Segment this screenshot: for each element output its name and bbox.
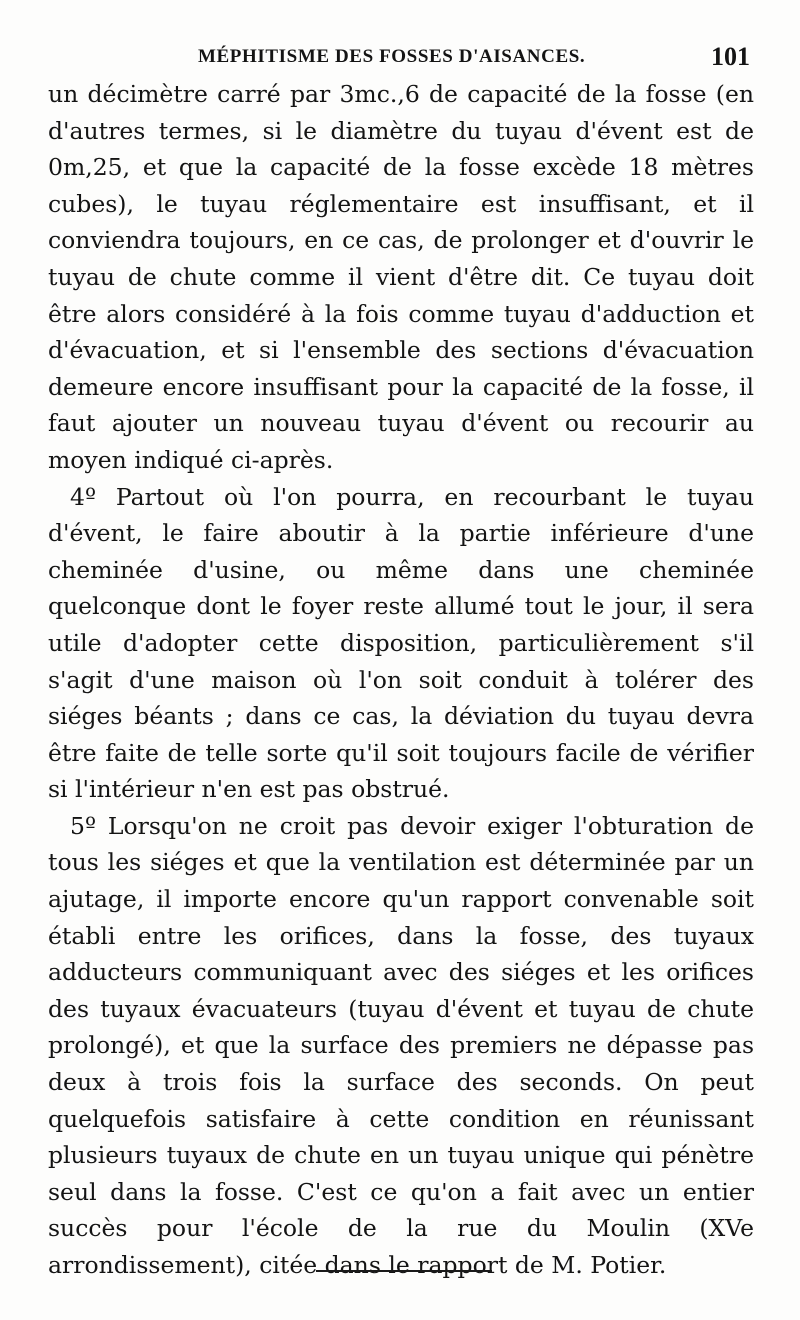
end-rule	[316, 1270, 492, 1272]
body-text	[48, 76, 754, 1284]
page-number: 101	[711, 42, 750, 71]
paragraph-point-5: 5º Lorsqu'on ne croit pas devoir exiger l'obturation de tous les siéges et que la ventilation est déterminée par un ajutage, il importe encore qu'un rapport convenable soit établi entre les orifices, dans la fosse, des tuyaux adducteurs communiquant avec des siéges et les orifices des tuyaux évacuateurs (tuyau d'évent et tuyau de chute prolongé), et que la surface des premiers ne dépasse pas deux à trois fois la surface des seconds. On peut quelquefois satisfaire à cette condition en réunissant plusieurs tuyaux de chute en un tuyau unique qui pénètre seul dans la fosse. C'est ce qu'on a fait avec un entier succès pour l'école de la rue du Moulin (XVe arrondissement), citée dans le rapport de M. Potier.	[48, 811, 754, 1279]
paragraph-point-4: 4º Partout où l'on pourra, en recourbant le tuyau d'évent, le faire aboutir à la partie inférieure d'une cheminée d'usine, ou même dans une cheminée quelconque dont le foyer reste allumé tout le jour, il sera utile d'adopter cette disposition, particulièrement s'il s'agit d'une maison où l'on soit conduit à tolérer des siéges béants ; dans ce cas, la déviation du tuyau devra être faite de telle sorte qu'il soit toujours facile de vérifier si l'intérieur n'en est pas obstrué.	[48, 482, 754, 804]
running-title: MÉPHITISME DES FOSSES D'AISANCES.	[198, 46, 586, 67]
paragraph-continuation: un décimètre carré par 3mc.,6 de capacité de la fosse (en d'autres termes, si le diamètre du tuyau d'évent est de 0m,25, et que la capacité de la fosse excède 18 mètres cubes), le tuyau réglementaire est insuffisant, et il conviendra toujours, en ce cas, de prolonger et d'ouvrir le tuyau de chute comme il vient d'être dit. Ce tuyau doit être alors considéré à la fois comme tuyau d'adduction et d'évacuation, et si l'ensemble des sections d'évacuation demeure encore insuffisant pour la capacité de la fosse, il faut ajouter un nouveau tuyau d'évent ou recourir au moyen indiqué ci-après.	[48, 80, 754, 474]
running-head	[48, 42, 754, 72]
